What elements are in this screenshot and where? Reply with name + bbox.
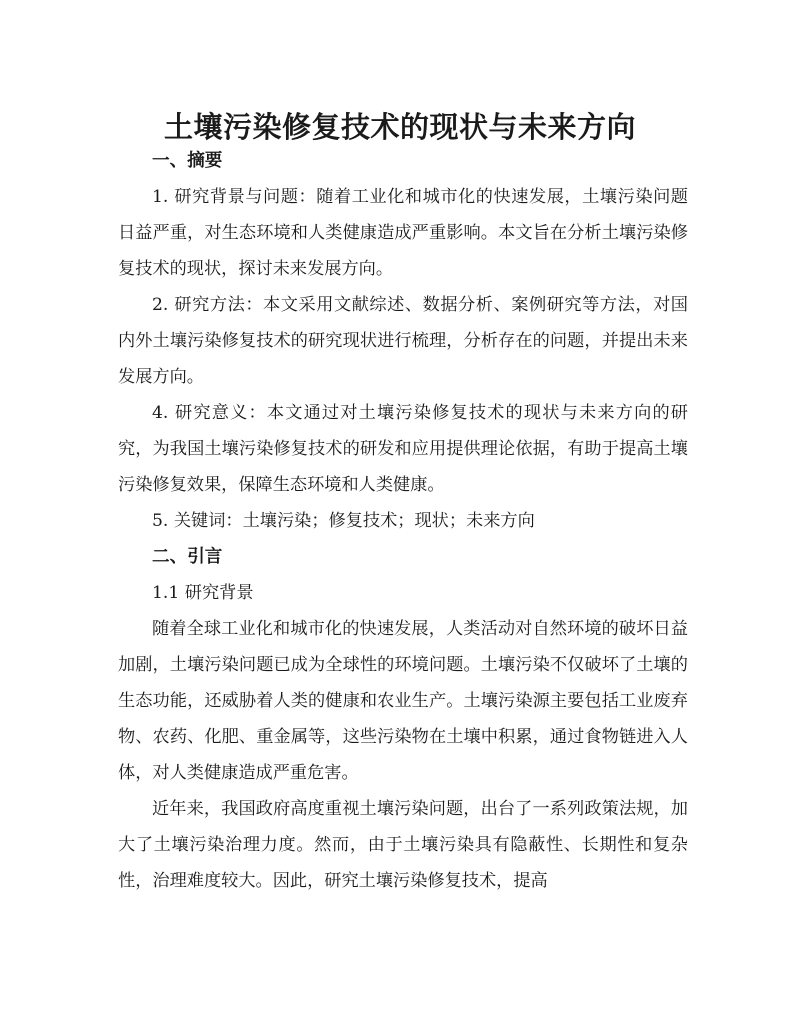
abstract-item-keywords: 5. 关键词：土壤污染；修复技术；现状；未来方向 (152, 511, 535, 531)
introduction-paragraph: 近年来，我国政府高度重视土壤污染问题，出台了一系列政策法规，加大了土壤污染治理力度。然而，由于土壤污染具有隐蔽性、长期性和复杂性，治理难度较大。因此，研究土壤污染修复技术，提高 (118, 799, 688, 891)
abstract-heading: 一、摘要 (152, 151, 223, 171)
introduction-heading: 二、引言 (152, 547, 223, 567)
abstract-item-background: 1. 研究背景与问题：随着工业化和城市化的快速发展，土壤污染问题日益严重，对生态环境和人类健康造成严重影响。本文旨在分析土壤污染修复技术的现状，探讨未来发展方向。 (118, 187, 688, 279)
introduction-subheading: 1.1 研究背景 (152, 583, 254, 603)
abstract-item-methods: 2. 研究方法：本文采用文献综述、数据分析、案例研究等方法，对国内外土壤污染修复技术的研究现状进行梳理，分析存在的问题，并提出未来发展方向。 (118, 295, 688, 387)
document-body (118, 143, 688, 899)
introduction-paragraph: 随着全球工业化和城市化的快速发展，人类活动对自然环境的破坏日益加剧，土壤污染问题已成为全球性的环境问题。土壤污染不仅破坏了土壤的生态功能，还威胁着人类的健康和农业生产。土壤污染源主要包括工业废弃物、农药、化肥、重金属等，这些污染物在土壤中积累，通过食物链进入人体，对人类健康造成严重危害。 (118, 619, 688, 783)
abstract-item-significance: 4. 研究意义：本文通过对土壤污染修复技术的现状与未来方向的研究，为我国土壤污染修复技术的研发和应用提供理论依据，有助于提高土壤污染修复效果，保障生态环境和人类健康。 (118, 403, 688, 495)
document-title: 土壤污染修复技术的现状与未来方向 (163, 110, 636, 145)
